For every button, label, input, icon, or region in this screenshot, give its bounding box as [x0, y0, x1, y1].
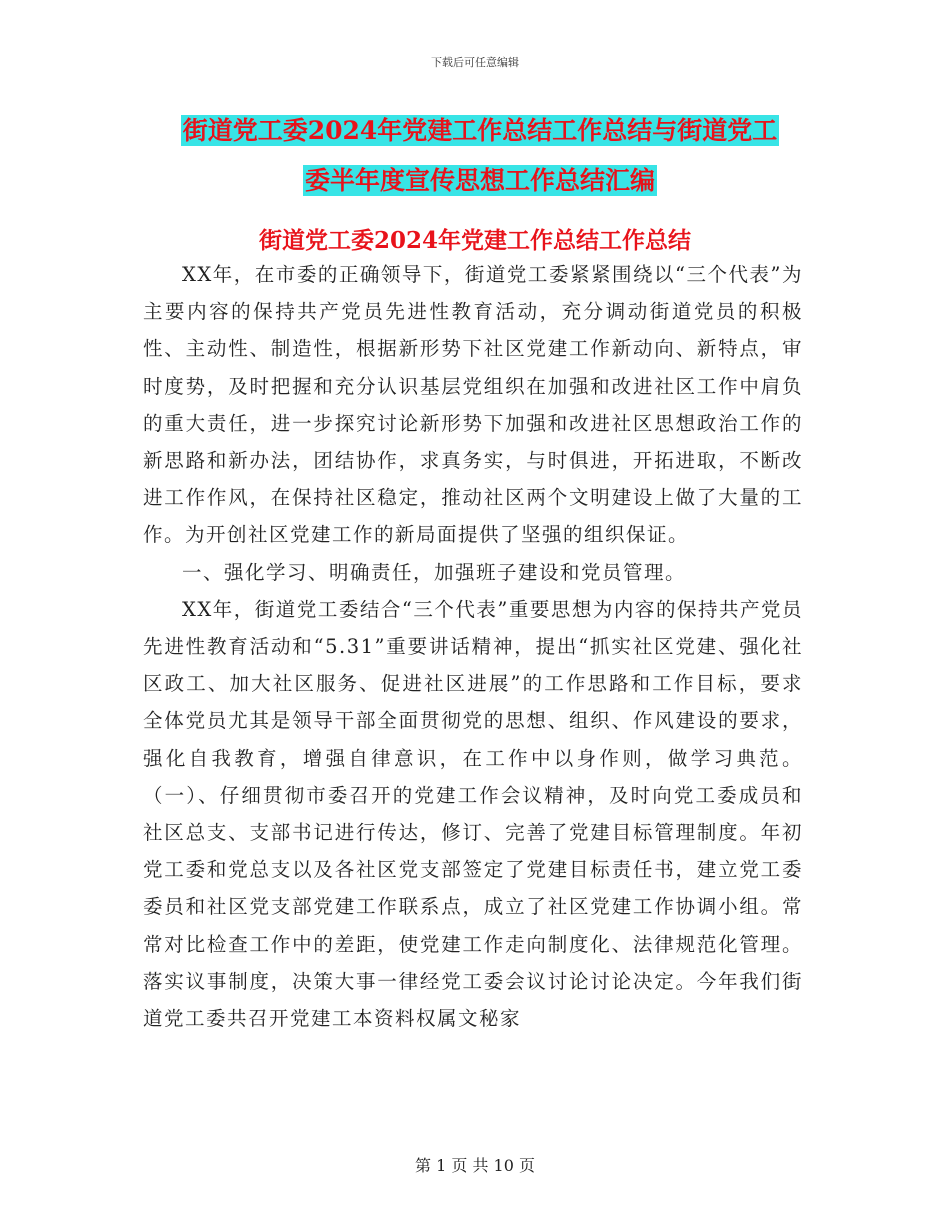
- page-footer: 第 1 页 共 10 页: [415, 1156, 535, 1175]
- body-text: [143, 256, 803, 1037]
- paragraph: XX年，街道党工委结合“三个代表”重要思想为内容的保持共产党员先进性教育活动和“5.31”重要讲话精神，提出“抓实社区党建、强化社区政工、加大社区服务、促进社区进展”的工作思路和工作目标，要求全体党员尤其是领导干部全面贯彻党的思想、组织、作风建设的要求，强化自我教育，增强自律意识，在工作中以身作则，做学习典范。（一）、仔细贯彻市委召开的党建工作会议精神，及时向党工委成员和社区总支、支部书记进行传达，修订、完善了党建目标管理制度。年初党工委和党总支以及各社区党支部签定了党建目标责任书，建立党工委委员和社区党支部党建工作联系点，成立了社区党建工作协调小组。常常对比检查工作中的差距，使党建工作走向制度化、法律规范化管理。落实议事制度，决策大事一律经党工委会议讨论讨论决定。今年我们街道党工委共召开党建工本资料权属文秘家: [143, 597, 803, 1031]
- document-title-line-1: 街道党工委2024年党建工作总结工作总结与街道党工: [182, 116, 778, 145]
- document-title: [140, 106, 820, 206]
- section-title: 街道党工委2024年党建工作总结工作总结: [258, 227, 691, 254]
- document-title-line-2: 委半年度宣传思想工作总结汇编: [304, 166, 655, 195]
- page-header: 下载后可任意编辑: [431, 56, 519, 69]
- paragraph: XX年，在市委的正确领导下，街道党工委紧紧围绕以“三个代表”为主要内容的保持共产党员先进性教育活动，充分调动街道党员的积极性、主动性、制造性，根据新形势下社区党建工作新动向、新特点，审时度势，及时把握和充分认识基层党组织在加强和改进社区工作中肩负的重大责任，进一步探究讨论新形势下加强和改进社区思想政治工作的新思路和新办法，团结协作，求真务实，与时俱进，开拓进取，不断改进工作作风，在保持社区稳定，推动社区两个文明建设上做了大量的工作。为开创社区党建工作的新局面提供了坚强的组织保证。: [143, 263, 803, 547]
- paragraph-heading: 一、强化学习、明确责任，加强班子建设和党员管理。: [182, 560, 687, 584]
